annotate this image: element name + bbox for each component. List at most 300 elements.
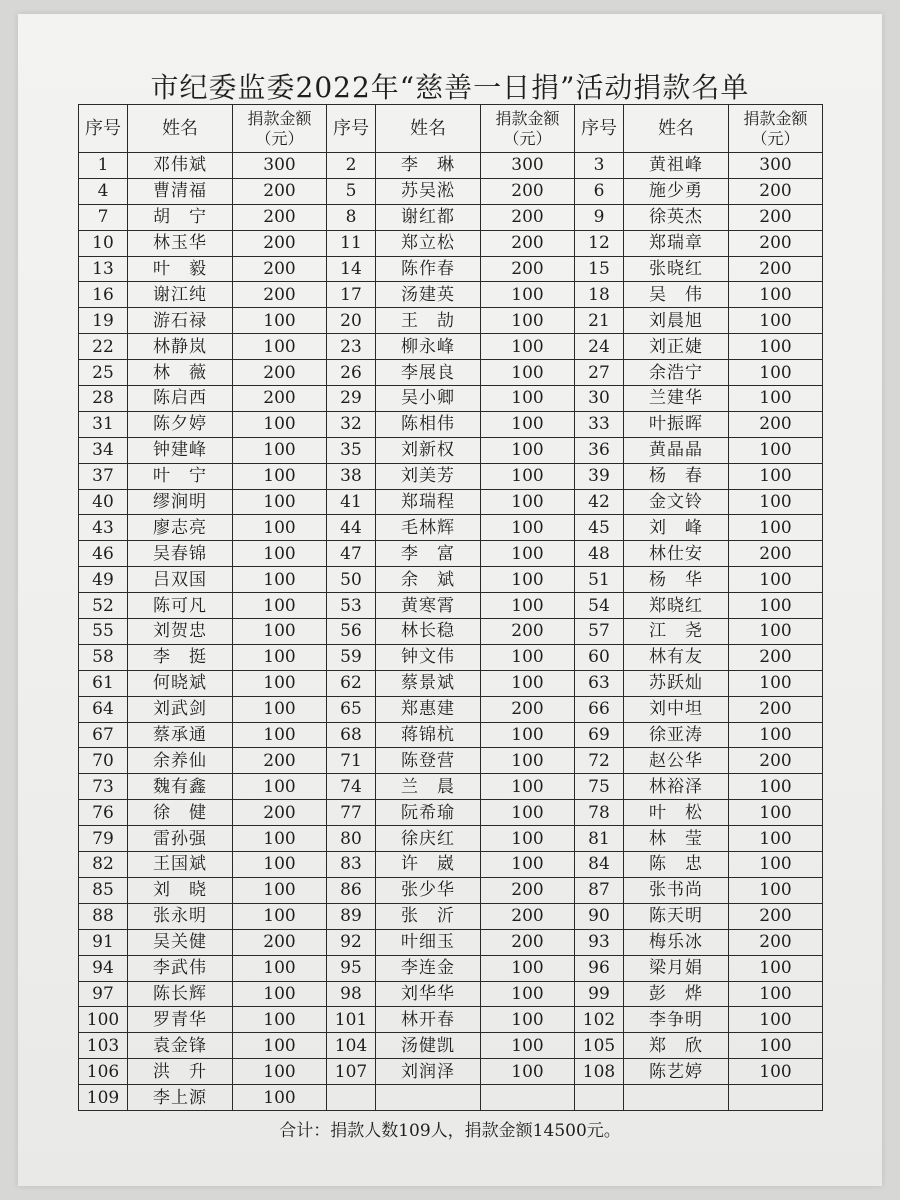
cell-amount: 100 xyxy=(481,1059,575,1085)
cell-amount: 200 xyxy=(729,903,823,929)
cell-amount: 200 xyxy=(729,178,823,204)
cell-seq: 103 xyxy=(79,1033,128,1059)
cell-seq: 68 xyxy=(327,722,376,748)
cell-name: 刘 晓 xyxy=(128,877,233,903)
cell-amount: 100 xyxy=(481,282,575,308)
cell-name: 谢江纯 xyxy=(128,282,233,308)
table-row xyxy=(79,929,823,955)
cell-seq: 71 xyxy=(327,748,376,774)
cell-name: 杨 华 xyxy=(624,567,729,593)
header-amount-line2: （元） xyxy=(255,128,304,148)
cell-amount: 200 xyxy=(729,748,823,774)
cell-seq: 50 xyxy=(327,567,376,593)
cell-seq: 60 xyxy=(575,644,624,670)
table-row xyxy=(79,463,823,489)
cell-amount: 100 xyxy=(729,386,823,412)
cell-name: 刘晨旭 xyxy=(624,308,729,334)
cell-amount: 100 xyxy=(233,1085,327,1111)
cell-amount: 100 xyxy=(233,593,327,619)
donation-table xyxy=(78,104,823,1111)
cell-amount: 100 xyxy=(481,1033,575,1059)
cell-amount: 100 xyxy=(233,463,327,489)
cell-amount: 100 xyxy=(729,282,823,308)
cell-seq: 59 xyxy=(327,644,376,670)
cell-seq: 53 xyxy=(327,593,376,619)
cell-name: 叶 毅 xyxy=(128,256,233,282)
table-row xyxy=(79,670,823,696)
cell-name: 陈相伟 xyxy=(376,411,481,437)
cell-name: 胡 宁 xyxy=(128,204,233,230)
cell-seq: 22 xyxy=(79,334,128,360)
cell-name: 蔡景斌 xyxy=(376,670,481,696)
cell-name: 张永明 xyxy=(128,903,233,929)
cell-seq xyxy=(575,1085,624,1111)
header-seq: 序号 xyxy=(79,105,128,153)
cell-name: 王国斌 xyxy=(128,852,233,878)
cell-seq: 106 xyxy=(79,1059,128,1085)
table-row xyxy=(79,282,823,308)
table-row xyxy=(79,826,823,852)
cell-name: 刘武剑 xyxy=(128,696,233,722)
cell-amount: 200 xyxy=(233,386,327,412)
cell-amount: 300 xyxy=(729,153,823,179)
cell-name: 阮希瑜 xyxy=(376,800,481,826)
cell-amount: 100 xyxy=(481,411,575,437)
cell-seq: 21 xyxy=(575,308,624,334)
cell-seq: 58 xyxy=(79,644,128,670)
cell-amount: 200 xyxy=(233,800,327,826)
cell-seq: 49 xyxy=(79,567,128,593)
cell-seq: 82 xyxy=(79,852,128,878)
cell-amount: 200 xyxy=(481,696,575,722)
cell-name: 刘美芳 xyxy=(376,463,481,489)
cell-amount: 100 xyxy=(729,981,823,1007)
cell-seq: 67 xyxy=(79,722,128,748)
table-header xyxy=(79,105,823,153)
cell-amount: 100 xyxy=(233,1007,327,1033)
cell-seq: 87 xyxy=(575,877,624,903)
cell-amount: 200 xyxy=(233,748,327,774)
table-row xyxy=(79,1007,823,1033)
cell-amount xyxy=(729,1085,823,1111)
cell-seq: 29 xyxy=(327,386,376,412)
cell-amount: 100 xyxy=(729,800,823,826)
cell-name: 徐亚涛 xyxy=(624,722,729,748)
cell-name: 陈登营 xyxy=(376,748,481,774)
table-row xyxy=(79,153,823,179)
cell-amount: 100 xyxy=(233,877,327,903)
cell-seq: 39 xyxy=(575,463,624,489)
cell-name: 刘润泽 xyxy=(376,1059,481,1085)
cell-amount: 100 xyxy=(481,463,575,489)
cell-seq: 75 xyxy=(575,774,624,800)
cell-name: 许 崴 xyxy=(376,852,481,878)
cell-amount: 100 xyxy=(729,826,823,852)
cell-seq: 57 xyxy=(575,619,624,645)
cell-amount: 100 xyxy=(729,515,823,541)
cell-amount: 100 xyxy=(481,981,575,1007)
cell-amount: 200 xyxy=(233,360,327,386)
cell-name: 吕双国 xyxy=(128,567,233,593)
cell-name: 林裕泽 xyxy=(624,774,729,800)
cell-seq: 62 xyxy=(327,670,376,696)
cell-name: 叶 宁 xyxy=(128,463,233,489)
cell-name: 王 劼 xyxy=(376,308,481,334)
cell-name: 杨 春 xyxy=(624,463,729,489)
cell-name: 谢红都 xyxy=(376,204,481,230)
cell-seq: 18 xyxy=(575,282,624,308)
cell-amount: 200 xyxy=(233,178,327,204)
cell-amount: 100 xyxy=(729,619,823,645)
cell-seq: 8 xyxy=(327,204,376,230)
cell-name: 李 琳 xyxy=(376,153,481,179)
cell-name: 余 斌 xyxy=(376,567,481,593)
table-row xyxy=(79,1059,823,1085)
cell-seq: 20 xyxy=(327,308,376,334)
cell-name xyxy=(376,1085,481,1111)
cell-seq: 99 xyxy=(575,981,624,1007)
cell-name: 陈长辉 xyxy=(128,981,233,1007)
cell-amount: 100 xyxy=(233,955,327,981)
cell-seq: 32 xyxy=(327,411,376,437)
table-body xyxy=(79,153,823,1111)
cell-seq: 56 xyxy=(327,619,376,645)
cell-seq: 37 xyxy=(79,463,128,489)
cell-amount: 200 xyxy=(729,929,823,955)
cell-name: 林开春 xyxy=(376,1007,481,1033)
cell-name: 郑瑞章 xyxy=(624,230,729,256)
cell-amount: 100 xyxy=(233,696,327,722)
cell-name: 刘新权 xyxy=(376,437,481,463)
table-row xyxy=(79,696,823,722)
cell-amount: 200 xyxy=(481,619,575,645)
cell-seq: 28 xyxy=(79,386,128,412)
cell-amount: 100 xyxy=(481,852,575,878)
cell-seq: 17 xyxy=(327,282,376,308)
cell-seq: 91 xyxy=(79,929,128,955)
header-seq: 序号 xyxy=(327,105,376,153)
cell-seq: 10 xyxy=(79,230,128,256)
cell-name: 吴关健 xyxy=(128,929,233,955)
cell-amount: 100 xyxy=(233,981,327,1007)
cell-seq: 51 xyxy=(575,567,624,593)
cell-seq: 65 xyxy=(327,696,376,722)
cell-name: 张书尚 xyxy=(624,877,729,903)
cell-amount: 200 xyxy=(729,204,823,230)
cell-name: 金文铃 xyxy=(624,489,729,515)
cell-name: 林 薇 xyxy=(128,360,233,386)
cell-amount: 200 xyxy=(233,256,327,282)
cell-name: 林长稳 xyxy=(376,619,481,645)
cell-seq: 9 xyxy=(575,204,624,230)
cell-name xyxy=(624,1085,729,1111)
cell-seq: 35 xyxy=(327,437,376,463)
table-row xyxy=(79,256,823,282)
cell-name: 兰建华 xyxy=(624,386,729,412)
cell-name: 李连金 xyxy=(376,955,481,981)
cell-name: 刘正婕 xyxy=(624,334,729,360)
cell-seq: 76 xyxy=(79,800,128,826)
table-row xyxy=(79,515,823,541)
cell-name: 李展良 xyxy=(376,360,481,386)
cell-name: 徐 健 xyxy=(128,800,233,826)
cell-seq: 63 xyxy=(575,670,624,696)
table-row xyxy=(79,411,823,437)
cell-seq: 4 xyxy=(79,178,128,204)
cell-seq: 12 xyxy=(575,230,624,256)
cell-name: 林有友 xyxy=(624,644,729,670)
cell-name: 刘 峰 xyxy=(624,515,729,541)
table-row xyxy=(79,360,823,386)
table-row xyxy=(79,178,823,204)
cell-name: 罗青华 xyxy=(128,1007,233,1033)
table-row xyxy=(79,334,823,360)
table-row xyxy=(79,386,823,412)
cell-amount: 100 xyxy=(729,774,823,800)
cell-seq: 13 xyxy=(79,256,128,282)
cell-name: 吴春锦 xyxy=(128,541,233,567)
header-amount-line1: 捐款金额 xyxy=(743,108,808,128)
cell-amount: 100 xyxy=(729,567,823,593)
cell-amount: 100 xyxy=(233,852,327,878)
cell-amount: 100 xyxy=(233,515,327,541)
cell-amount: 100 xyxy=(481,800,575,826)
cell-seq: 69 xyxy=(575,722,624,748)
cell-seq: 107 xyxy=(327,1059,376,1085)
cell-seq: 16 xyxy=(79,282,128,308)
cell-seq: 11 xyxy=(327,230,376,256)
cell-seq: 1 xyxy=(79,153,128,179)
cell-amount: 200 xyxy=(233,230,327,256)
cell-amount: 100 xyxy=(233,334,327,360)
cell-name: 叶 松 xyxy=(624,800,729,826)
cell-seq: 6 xyxy=(575,178,624,204)
cell-name: 陈 忠 xyxy=(624,852,729,878)
cell-amount: 100 xyxy=(481,334,575,360)
cell-amount: 100 xyxy=(481,644,575,670)
cell-name: 林静岚 xyxy=(128,334,233,360)
table-row xyxy=(79,722,823,748)
cell-amount: 100 xyxy=(481,437,575,463)
cell-amount: 100 xyxy=(233,670,327,696)
cell-name: 黄寒霄 xyxy=(376,593,481,619)
cell-amount: 100 xyxy=(729,670,823,696)
header-seq: 序号 xyxy=(575,105,624,153)
cell-amount: 100 xyxy=(481,670,575,696)
cell-seq: 46 xyxy=(79,541,128,567)
cell-name: 兰 晨 xyxy=(376,774,481,800)
cell-name: 廖志亮 xyxy=(128,515,233,541)
table-row xyxy=(79,437,823,463)
cell-amount: 100 xyxy=(233,541,327,567)
cell-name: 游石禄 xyxy=(128,308,233,334)
header-amount xyxy=(233,105,327,153)
cell-seq: 77 xyxy=(327,800,376,826)
cell-name: 郑立松 xyxy=(376,230,481,256)
cell-name: 毛林辉 xyxy=(376,515,481,541)
cell-seq: 92 xyxy=(327,929,376,955)
cell-amount: 200 xyxy=(729,541,823,567)
cell-amount: 100 xyxy=(481,308,575,334)
cell-seq: 19 xyxy=(79,308,128,334)
cell-amount: 100 xyxy=(729,334,823,360)
cell-seq: 36 xyxy=(575,437,624,463)
cell-name: 余浩宁 xyxy=(624,360,729,386)
cell-seq: 61 xyxy=(79,670,128,696)
cell-seq: 30 xyxy=(575,386,624,412)
table-row xyxy=(79,800,823,826)
cell-name: 钟建峰 xyxy=(128,437,233,463)
cell-seq: 24 xyxy=(575,334,624,360)
cell-amount: 100 xyxy=(233,1033,327,1059)
cell-name: 钟文伟 xyxy=(376,644,481,670)
cell-name: 苏吴淞 xyxy=(376,178,481,204)
cell-seq: 2 xyxy=(327,153,376,179)
cell-name: 陈艺婷 xyxy=(624,1059,729,1085)
cell-amount: 100 xyxy=(729,877,823,903)
cell-amount: 100 xyxy=(729,463,823,489)
table-row xyxy=(79,955,823,981)
cell-amount: 200 xyxy=(729,696,823,722)
cell-seq: 14 xyxy=(327,256,376,282)
cell-amount: 200 xyxy=(729,411,823,437)
cell-seq: 33 xyxy=(575,411,624,437)
cell-seq: 108 xyxy=(575,1059,624,1085)
header-row xyxy=(79,105,823,153)
cell-seq: 25 xyxy=(79,360,128,386)
cell-amount: 100 xyxy=(729,722,823,748)
cell-name: 徐英杰 xyxy=(624,204,729,230)
cell-name: 徐庆红 xyxy=(376,826,481,852)
header-name: 姓名 xyxy=(624,105,729,153)
cell-amount: 100 xyxy=(481,515,575,541)
cell-amount: 100 xyxy=(233,1059,327,1085)
cell-name: 郑瑞程 xyxy=(376,489,481,515)
cell-amount: 100 xyxy=(233,903,327,929)
cell-seq: 5 xyxy=(327,178,376,204)
cell-amount: 100 xyxy=(481,748,575,774)
cell-seq: 98 xyxy=(327,981,376,1007)
cell-amount: 100 xyxy=(729,437,823,463)
cell-amount: 200 xyxy=(481,204,575,230)
header-amount-line2: （元） xyxy=(503,128,552,148)
table-row xyxy=(79,644,823,670)
header-amount xyxy=(729,105,823,153)
table-row xyxy=(79,567,823,593)
cell-amount: 100 xyxy=(233,437,327,463)
cell-name: 李 挺 xyxy=(128,644,233,670)
cell-name: 赵公华 xyxy=(624,748,729,774)
table-row xyxy=(79,903,823,929)
table-row xyxy=(79,593,823,619)
cell-seq: 40 xyxy=(79,489,128,515)
cell-amount: 100 xyxy=(233,308,327,334)
cell-seq: 80 xyxy=(327,826,376,852)
cell-seq: 34 xyxy=(79,437,128,463)
cell-amount: 100 xyxy=(481,593,575,619)
header-name: 姓名 xyxy=(376,105,481,153)
cell-seq xyxy=(327,1085,376,1111)
cell-amount: 100 xyxy=(233,722,327,748)
cell-seq: 79 xyxy=(79,826,128,852)
cell-seq: 96 xyxy=(575,955,624,981)
cell-amount: 100 xyxy=(481,489,575,515)
table-row xyxy=(79,1085,823,1111)
cell-name: 陈可凡 xyxy=(128,593,233,619)
cell-name: 张少华 xyxy=(376,877,481,903)
table-row xyxy=(79,230,823,256)
cell-amount: 100 xyxy=(729,360,823,386)
cell-amount xyxy=(481,1085,575,1111)
header-name: 姓名 xyxy=(128,105,233,153)
cell-amount: 100 xyxy=(233,489,327,515)
cell-name: 刘中坦 xyxy=(624,696,729,722)
cell-seq: 85 xyxy=(79,877,128,903)
table-row xyxy=(79,1033,823,1059)
cell-amount: 100 xyxy=(481,567,575,593)
cell-name: 袁金锋 xyxy=(128,1033,233,1059)
cell-amount: 300 xyxy=(481,153,575,179)
table-row xyxy=(79,619,823,645)
cell-amount: 200 xyxy=(481,877,575,903)
cell-seq: 7 xyxy=(79,204,128,230)
cell-amount: 200 xyxy=(233,929,327,955)
cell-seq: 31 xyxy=(79,411,128,437)
cell-seq: 72 xyxy=(575,748,624,774)
cell-name: 余养仙 xyxy=(128,748,233,774)
table-row xyxy=(79,541,823,567)
cell-name: 陈启西 xyxy=(128,386,233,412)
cell-amount: 100 xyxy=(729,955,823,981)
cell-amount: 100 xyxy=(729,1033,823,1059)
cell-name: 魏有鑫 xyxy=(128,774,233,800)
cell-seq: 81 xyxy=(575,826,624,852)
cell-seq: 64 xyxy=(79,696,128,722)
cell-name: 梅乐冰 xyxy=(624,929,729,955)
table-row xyxy=(79,308,823,334)
cell-amount: 100 xyxy=(481,955,575,981)
cell-seq: 54 xyxy=(575,593,624,619)
cell-amount: 100 xyxy=(481,774,575,800)
cell-seq: 93 xyxy=(575,929,624,955)
cell-amount: 100 xyxy=(481,826,575,852)
cell-name: 张晓红 xyxy=(624,256,729,282)
cell-seq: 70 xyxy=(79,748,128,774)
cell-name: 李武伟 xyxy=(128,955,233,981)
cell-seq: 104 xyxy=(327,1033,376,1059)
cell-seq: 55 xyxy=(79,619,128,645)
cell-seq: 38 xyxy=(327,463,376,489)
cell-amount: 100 xyxy=(729,852,823,878)
cell-amount: 200 xyxy=(481,903,575,929)
cell-seq: 86 xyxy=(327,877,376,903)
cell-name: 施少勇 xyxy=(624,178,729,204)
table-row xyxy=(79,204,823,230)
cell-amount: 200 xyxy=(481,230,575,256)
cell-amount: 200 xyxy=(481,929,575,955)
cell-name: 林 莹 xyxy=(624,826,729,852)
cell-seq: 27 xyxy=(575,360,624,386)
cell-amount: 100 xyxy=(233,411,327,437)
cell-amount: 100 xyxy=(729,1007,823,1033)
table-row xyxy=(79,774,823,800)
cell-name: 陈夕婷 xyxy=(128,411,233,437)
cell-name: 张 沂 xyxy=(376,903,481,929)
cell-amount: 200 xyxy=(233,282,327,308)
cell-amount: 100 xyxy=(729,1059,823,1085)
cell-amount: 200 xyxy=(729,230,823,256)
table-row xyxy=(79,852,823,878)
